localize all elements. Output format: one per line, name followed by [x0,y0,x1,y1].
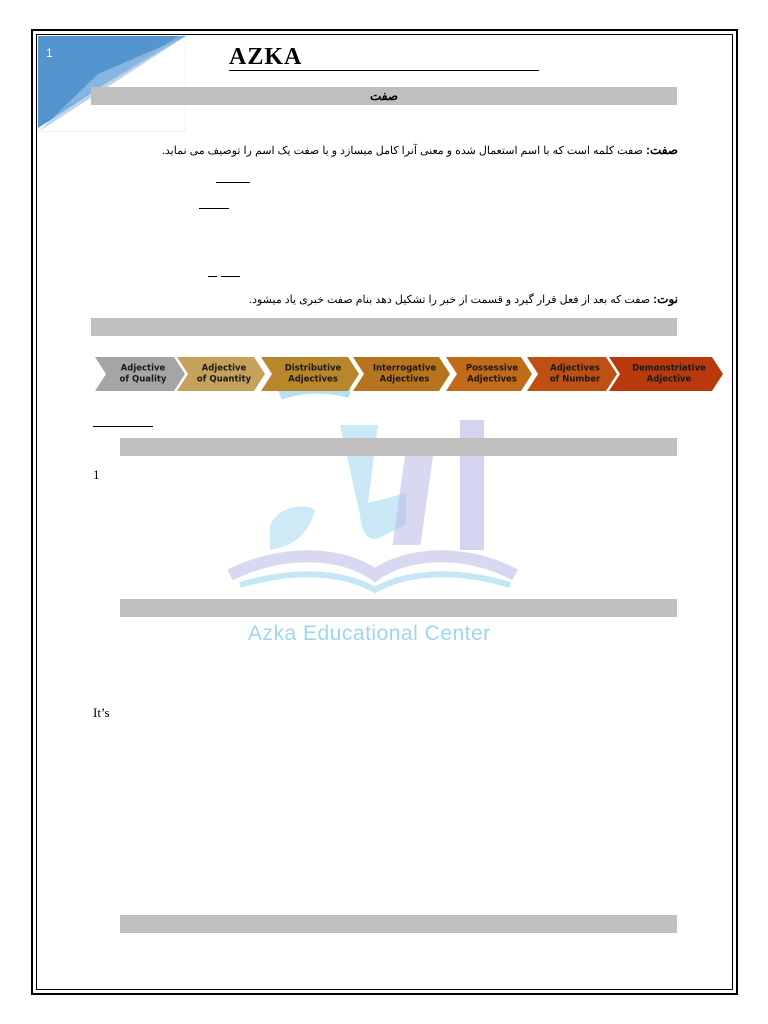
adjective-type-chevron [527,357,617,391]
definition-text: صفت کلمه است که با اسم استعمال شده و معنی آنرا کامل میسازد و یا صفت یک اسم را توصیف می نماید. [161,145,646,157]
page-number: 1 [46,46,53,60]
section-title: صفت [369,89,399,103]
chevron-label-line1: Distributive [284,363,342,374]
its-text: It’s [93,705,110,720]
chevron-label-line2: Adjectives [379,374,430,385]
adjective-type-chevron [446,357,532,391]
blank-line [208,276,217,277]
divider-bar [91,318,677,336]
chevron-label-line1: Adjective [120,363,166,374]
divider-bar [120,599,677,617]
item-number: 1 [93,467,100,482]
adjective-types-diagram [95,357,723,391]
definition-paragraph [160,143,678,157]
chevron-label-line2: Adjective [646,374,692,385]
chevron-label-line2: Adjectives [288,374,338,385]
definition-term: صفت: [645,143,678,157]
chevron-label-line1: Possessive [465,363,519,374]
corner-decoration [38,36,186,132]
blank-line [199,208,229,209]
note-text: صفت که بعد از فعل قرار گیرد و قسمت از خبر را تشکیل دهد بنام صفت خبری یاد میشود. [249,294,654,306]
page-title: AZKA [229,44,539,71]
note-paragraph [200,292,678,306]
chevron-label-line2: of Number [549,374,601,385]
divider-bar [120,915,677,933]
adjective-type-chevron [609,357,723,391]
chevron-label-line1: Adjective [201,363,247,374]
watermark-text: Azka Educational Center [248,622,491,645]
adjective-type-chevron [353,357,450,391]
adjective-type-chevron [261,357,359,391]
blank-line [93,426,153,427]
chevron-label-line1: Adjectives [550,363,600,374]
adjective-type-chevron [177,357,265,391]
chevron-label-line2: Adjectives [467,374,517,385]
chevron-label-line1: Demonstriative [632,363,706,374]
blank-line [221,276,240,277]
adjective-type-chevron [95,357,185,391]
divider-bar [120,438,677,456]
note-term: نوت: [653,292,678,306]
chevron-label-line1: Interrogative [372,363,437,374]
chevron-label-line2: of Quantity [196,374,252,385]
section-title-bar [91,87,677,105]
blank-line [216,182,250,183]
chevron-label-line2: of Quality [119,374,167,385]
